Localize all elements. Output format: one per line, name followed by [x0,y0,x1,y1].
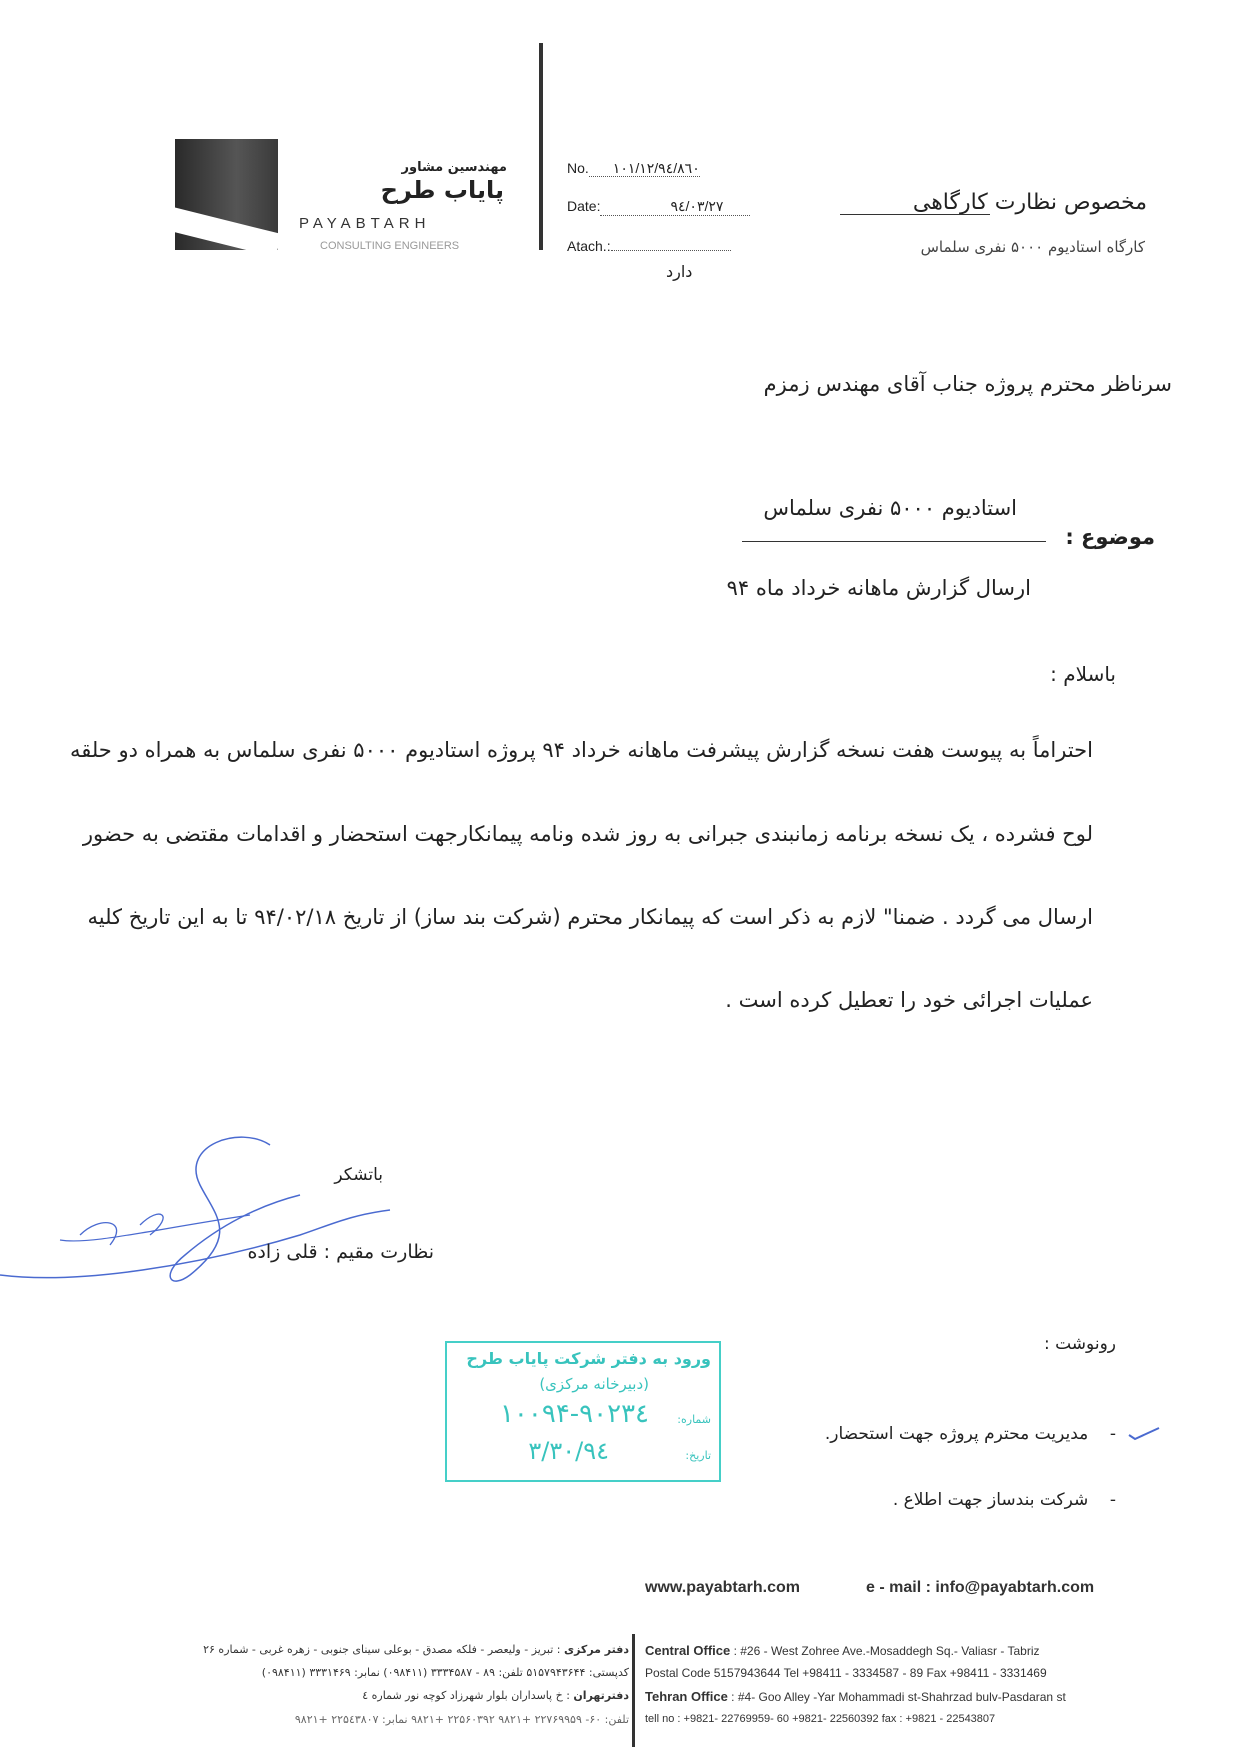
office-title-underline [840,214,990,215]
letter-number [567,160,700,177]
stamp-number-label: شماره: [677,1413,711,1426]
subject-label: موضوع : [1065,525,1155,549]
letter-attach [567,238,731,254]
attach-label: Atach.: [567,238,611,254]
footer-fa-text: تلفن: ۶۰- ۲۲۷۶۹۹۵۹ +۹۸۲۱ ۲۲۵۶۰۳۹۲ +۹۸۲۱ نمابر: ۲۲۵٤۳۸۰۷ +۹۸۲۱ [294,1713,629,1726]
footer-en-text: tell no : +9821- 22769959- 60 +9821- 22560392 fax : +9821 - 22543807 [645,1713,996,1725]
footer-en-text: Postal Code 5157943644 Tel +98411 - 3334587 - 89 Fax +98411 - 3331469 [645,1666,1047,1680]
footer-fa-line [262,1666,629,1679]
stamp-number-value: ۱۰۰۹۴-۹۰۲۳٤ [499,1399,649,1429]
website-link[interactable]: www.payabtarh.com [645,1579,800,1596]
body-line: احتراماً به پیوست هفت نسخه گزارش پیشرفت ماهانه خرداد ۹۴ پروژه استادیوم ۵۰۰۰ نفری سلماس به همراه دو حلقه [69,738,1093,762]
greeting: باسلام : [1050,662,1116,686]
cc-item [825,1424,1116,1444]
footer-en-line [645,1713,995,1725]
footer-en-line [645,1689,1066,1704]
company-en-subtitle: CONSULTING ENGINEERS [320,240,460,252]
body-line: ارسال می گردد . ضمنا" لازم به ذکر است که پیمانکار محترم (شرکت بند ساز) از تاریخ ۹۴/۰۲/۱۸ تا به این تاریخ کلیه [87,905,1093,929]
body-line: لوح فشرده ، یک نسخه برنامه زمانبندی جبرانی به روز شده ونامه پیمانکارجهت استحضار و اقدامات مقتضی به حضور [82,822,1093,846]
cc-item [893,1490,1116,1510]
signature-scribble [0,1125,400,1305]
received-stamp [445,1341,721,1482]
header-divider [539,43,543,250]
closing: باتشکر [334,1165,383,1185]
checkmark-icon [1127,1425,1161,1441]
footer-fa-text: : خ پاسداران بلوار شهرزاد کوچه نور شماره ٤ [362,1689,574,1702]
stamp-date-value: ۹٤/۳/۳۰ [528,1437,609,1465]
cc-bullet: - [1088,1490,1116,1510]
office-title: مخصوص نظارت کارگاهی [912,190,1147,215]
cc-item-text: مدیریت محترم پروژه جهت استحضار. [824,1424,1089,1444]
stamp-line1: ورود به دفتر شرکت پایاب طرح [466,1349,711,1368]
stamp-date-label: تاریخ: [685,1449,711,1462]
footer-fa-text: : تبریز - ولیعصر - فلکه مصدق - بوعلی سینای جنوبی - زهره غربی - شماره ۲۶ [203,1643,564,1656]
footer-fa-text: کدپستی: ۵۱۵۷۹۴۳۶۴۴ تلفن: ۸۹ - ۳۳۳۴۵۸۷ (۰۹۸۴۱۱) نمابر: ۳۳۳۱۴۶۹ (۰۹۸۴۱۱) [261,1666,629,1679]
subject-line1: استادیوم ۵۰۰۰ نفری سلماس [763,496,1017,520]
footer-fa-line [295,1713,629,1726]
stamp-line2: (دبیرخانه مرکزی) [539,1375,649,1393]
footer-divider [632,1634,635,1747]
company-en-name: PAYABTARH [299,215,431,232]
cc-item-text: شرکت بندساز جهت اطلاع . [892,1490,1089,1510]
footer-en-line [645,1666,1047,1680]
company-fa-name: پایاب طرح [380,176,504,204]
cc-label: رونوشت : [1043,1334,1116,1354]
date-label: Date: [567,198,601,214]
office-subtitle: کارگاه استادیوم ۵۰۰۰ نفری سلماس [920,238,1145,256]
footer-en-line [645,1643,1040,1658]
body-line: عملیات اجرائی خود را تعطیل کرده است . [725,988,1093,1012]
no-value: ۱۰۱/۱۲/۹٤/۸٦۰ [589,160,700,177]
date-value: ۹٤/۰۳/۲۷ [600,198,750,216]
footer-en-text: : #4- Goo Alley -Yar Mohammadi st-Shahrzad bulv-Pasdaran st [727,1690,1066,1704]
letter-date [567,198,750,216]
footer-en-bold: Tehran Office [645,1689,728,1704]
footer-fa-line [203,1643,629,1656]
footer-fa-bold: دفترتهران [573,1689,629,1702]
subject-underline [742,541,1046,542]
signer: نظارت مقیم : قلی زاده [247,1241,434,1263]
company-logo [175,139,278,250]
cc-bullet: - [1088,1424,1116,1444]
footer-fa-line [362,1689,629,1702]
subject-line2: ارسال گزارش ماهانه خرداد ماه ۹۴ [726,576,1031,600]
addressee: سرناظر محترم پروژه جناب آقای مهندس زمزم [763,372,1172,396]
company-fa-subtitle: مهندسین مشاور [401,160,507,175]
no-label: No. [567,160,589,176]
footer-en-bold: Central Office [645,1643,731,1658]
footer-en-text: : #26 - West Zohree Ave.-Mosaddegh Sq.- Valiasr - Tabriz [730,1644,1040,1658]
footer-fa-bold: دفتر مرکزی [564,1643,629,1656]
email-link[interactable]: e - mail : info@payabtarh.com [866,1579,1095,1596]
attach-value: دارد [666,262,693,281]
